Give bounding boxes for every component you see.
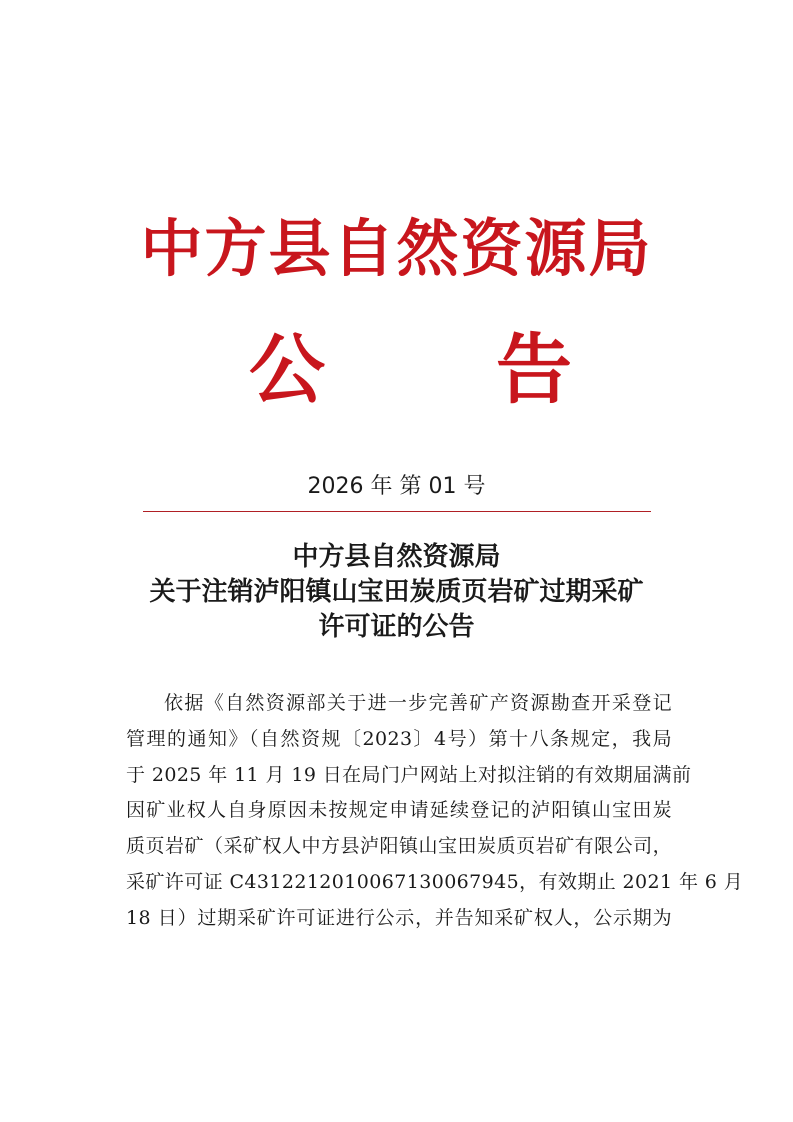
announcement-body <box>126 686 744 937</box>
letterhead-doc-type-right: 告 <box>496 325 572 414</box>
body-line: 采矿许可证 C4312212010067130067945，有效期止 2021 年 6 月 <box>126 870 744 893</box>
announcement-title <box>0 540 793 645</box>
letterhead-doc-type <box>0 325 793 415</box>
title-line: 关于注销泸阳镇山宝田炭质页岩矿过期采矿 <box>149 577 644 607</box>
letterhead-doc-type-left: 公 <box>249 325 325 414</box>
body-line: 质页岩矿（采矿权人中方县泸阳镇山宝田炭质页岩矿有限公司， <box>126 835 672 858</box>
letterhead-separator-rule <box>143 511 651 512</box>
letterhead-organization: 中方县自然资源局 <box>140 212 653 285</box>
title-line: 许可证的公告 <box>318 612 475 642</box>
body-line: 因矿业权人自身原因未按规定申请延续登记的泸阳镇山宝田炭 <box>126 799 672 822</box>
body-line: 依据《自然资源部关于进一步完善矿产资源勘查开采登记 <box>164 692 672 714</box>
body-line: 管理的通知》（自然资规〔2023〕4号）第十八条规定，我局 <box>126 727 672 750</box>
body-line: 于 2025 年 11 月 19 日在局门户网站上对拟注销的有效期届满前 <box>126 763 692 786</box>
title-line: 中方县自然资源局 <box>292 542 501 572</box>
body-line: 18 日）过期采矿许可证进行公示，并告知采矿权人，公示期为 <box>126 906 672 929</box>
document-number: 2026 年 第 01 号 <box>307 474 486 499</box>
